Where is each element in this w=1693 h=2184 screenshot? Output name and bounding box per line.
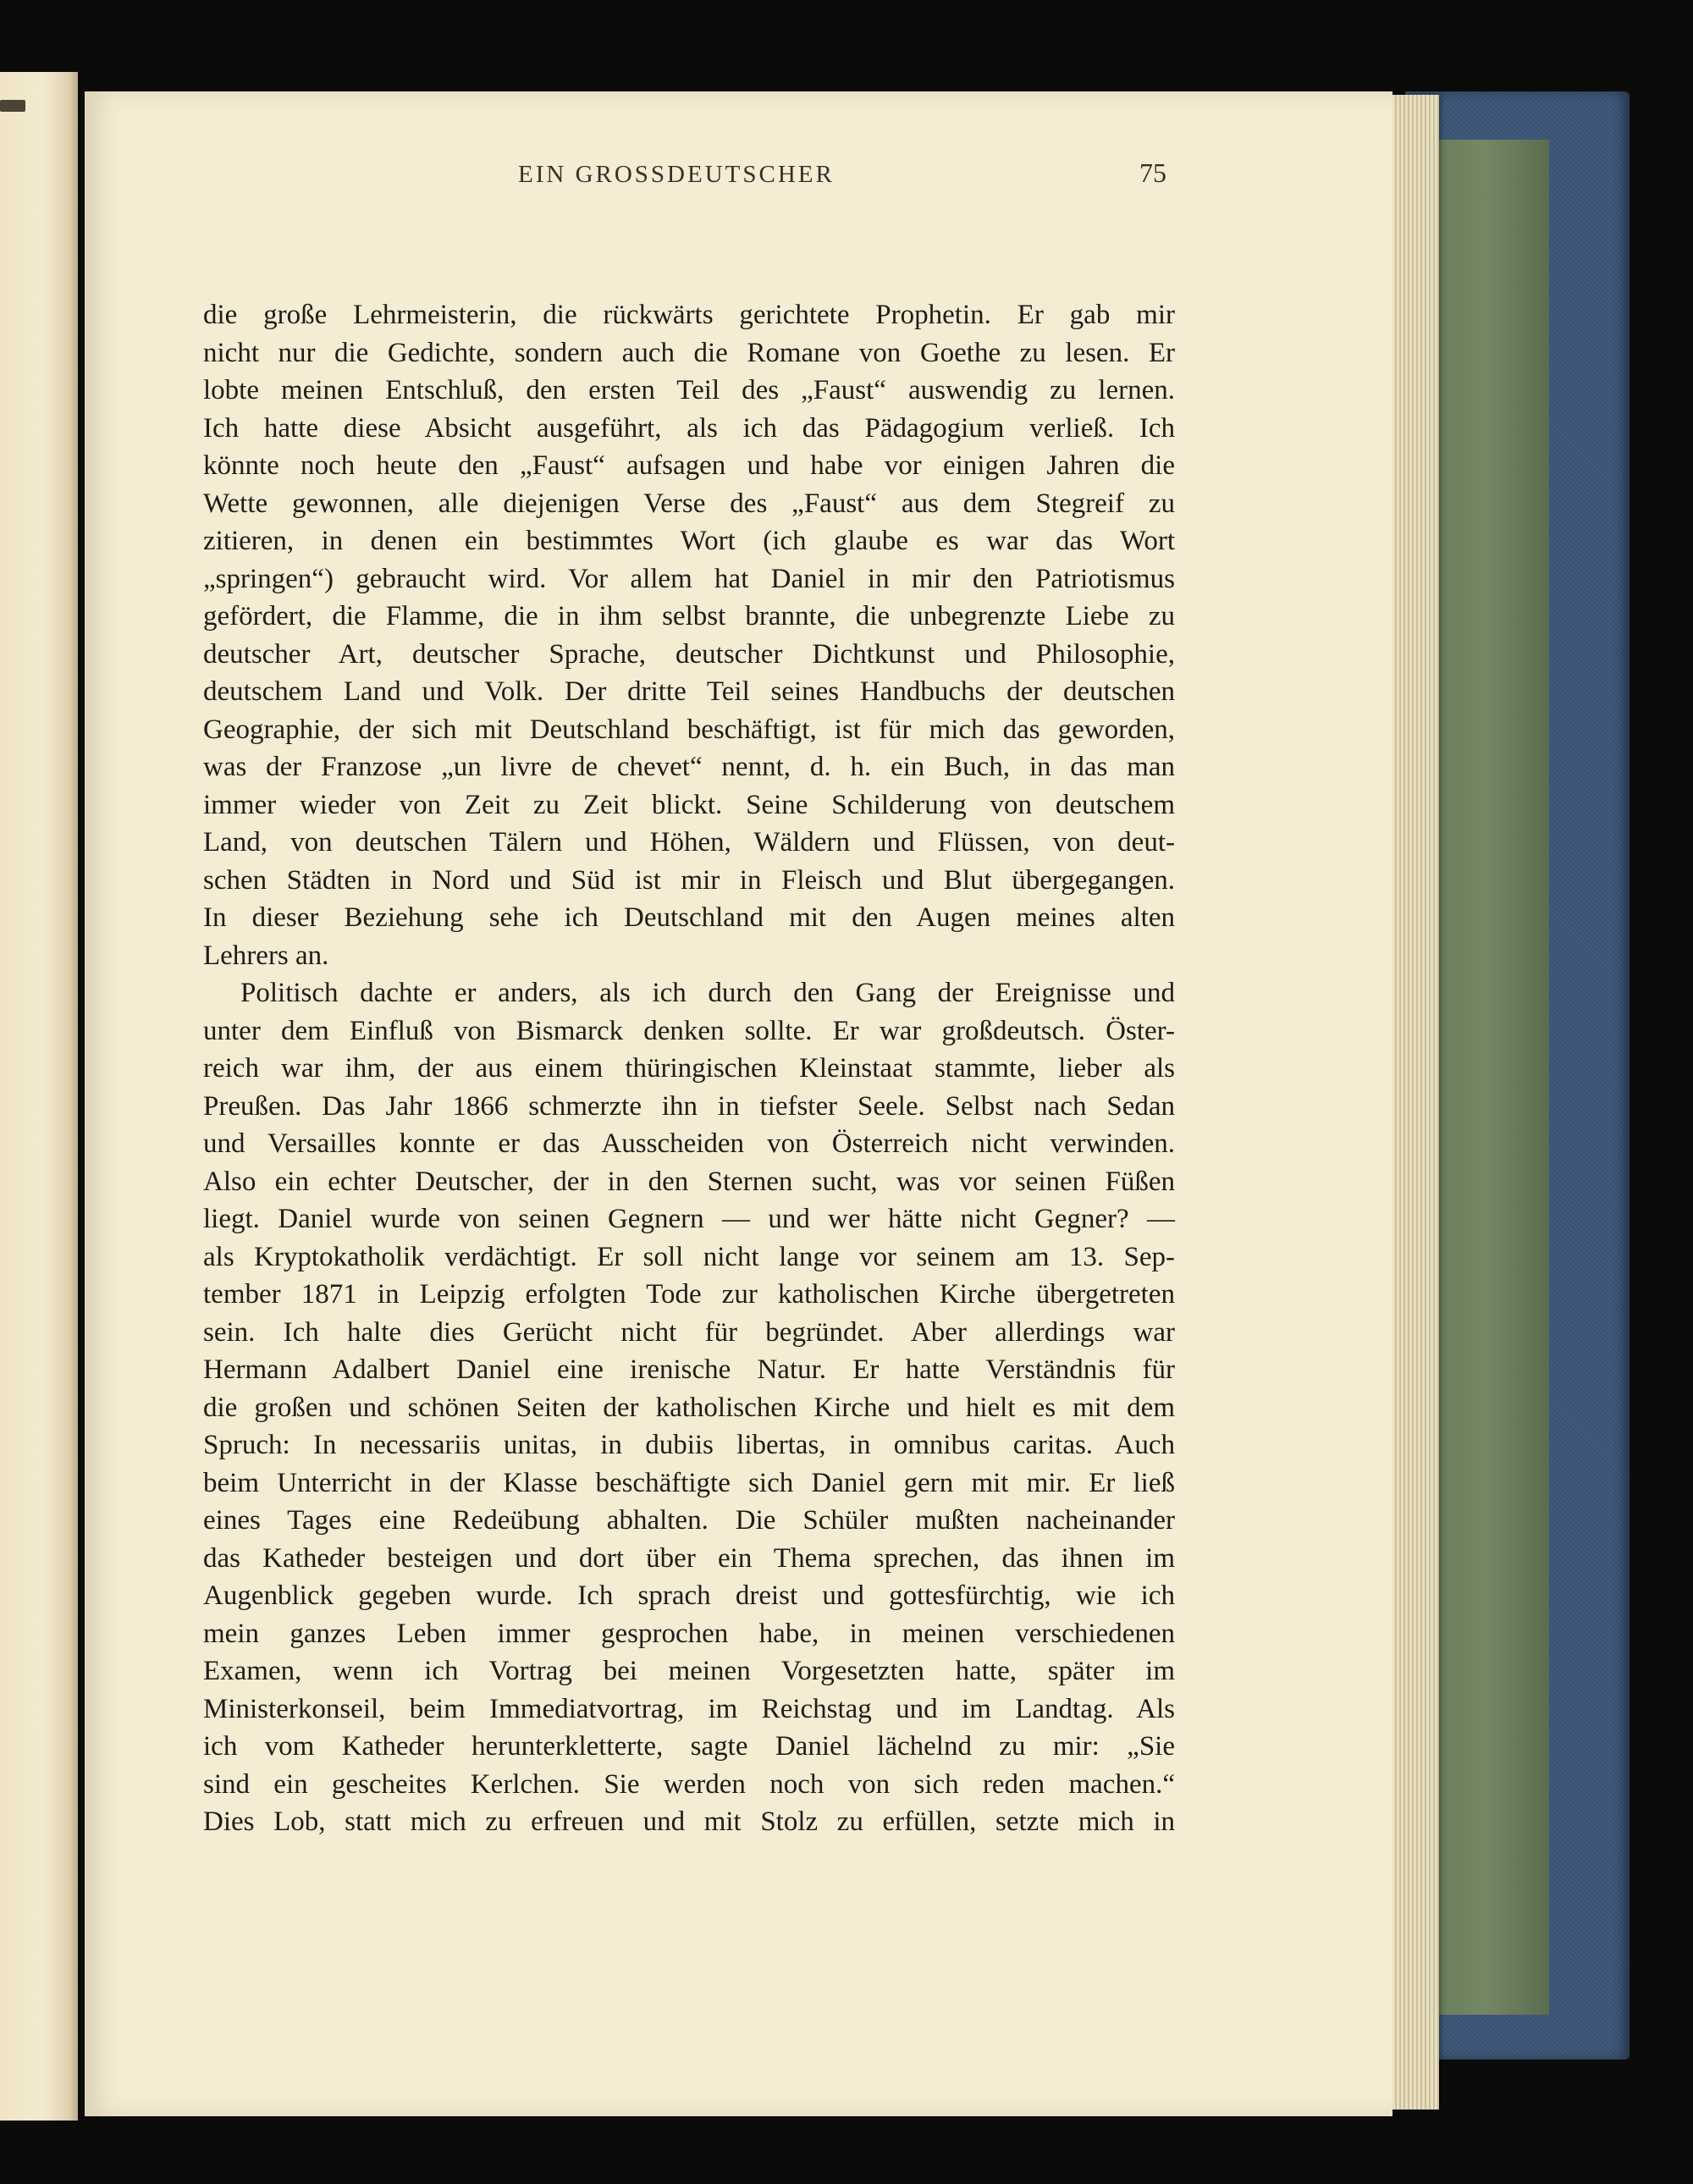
text-line: „springen“) gebraucht wird. Vor allem hat Daniel in mir den Patriotismus	[203, 563, 1175, 594]
text-line: immer wieder von Zeit zu Zeit blickt. Seine Schilderung von deutschem	[203, 789, 1175, 820]
text-line: gefördert, die Flamme, die in ihm selbst brannte, die unbegrenzte Liebe zu	[203, 601, 1175, 631]
text-line: und Versailles konnte er das Ausscheiden von Österreich nicht verwinden.	[203, 1128, 1175, 1159]
text-line: beim Unterricht in der Klasse beschäftigte sich Daniel gern mit mir. Er ließ	[203, 1467, 1175, 1498]
text-line: deutscher Art, deutscher Sprache, deutscher Dichtkunst und Philosophie,	[203, 638, 1175, 670]
text-line: Spruch: In necessariis unitas, in dubiis libertas, in omnibus caritas. Auch	[203, 1430, 1175, 1460]
text-line: schen Städten in Nord und Süd ist mir in Fleisch und Blut übergegangen.	[203, 864, 1175, 896]
cover-spine	[1439, 140, 1549, 2015]
text-line: Augenblick gegeben wurde. Ich sprach dreist und gottesfürchtig, wie ich	[203, 1580, 1175, 1611]
text-line: nicht nur die Gedichte, sondern auch die Romane von Goethe zu lesen. Er	[203, 337, 1175, 368]
text-line: Ministerkonseil, beim Immediatvortrag, im Reichstag und im Landtag. Als	[203, 1693, 1175, 1724]
text-line: reich war ihm, der aus einem thüringischen Kleinstaat stammte, lieber als	[203, 1053, 1175, 1084]
body-text	[203, 296, 1175, 1841]
text-line: zitieren, in denen ein bestimmtes Wort (ich glaube es war das Wort	[203, 526, 1175, 556]
text-line: Wette gewonnen, alle diejenigen Verse des „Faust“ aus dem Stegreif zu	[203, 488, 1175, 519]
text-line: was der Franzose „un livre de chevet“ nennt, d. h. ein Buch, in das man	[203, 752, 1175, 782]
text-line: könnte noch heute den „Faust“ aufsagen und habe vor einigen Jahren die	[203, 450, 1175, 481]
text-line: deutschem Land und Volk. Der dritte Teil seines Handbuchs der deutschen	[203, 676, 1175, 707]
text-line: ich vom Katheder herunterkletterte, sagte Daniel lächelnd zu mir: „Sie	[203, 1731, 1175, 1762]
text-line: unter dem Einfluß von Bismarck denken sollte. Er war großdeutsch. Öster-	[203, 1015, 1175, 1046]
text-line: mein ganzes Leben immer gesprochen habe, in meinen verschiedenen	[203, 1618, 1175, 1649]
text-line: Lehrers an.	[203, 940, 329, 971]
text-line: Dies Lob, statt mich zu erfreuen und mit Stolz zu erfüllen, setzte mich in	[203, 1806, 1175, 1837]
text-line: tember 1871 in Leipzig erfolgten Tode zur katholischen Kirche übergetreten	[203, 1279, 1175, 1310]
text-line: eines Tages eine Redeübung abhalten. Die Schüler mußten nacheinander	[203, 1505, 1175, 1536]
text-line: als Kryptokatholik verdächtigt. Er soll nicht lange vor seinem am 13. Sep-	[203, 1241, 1175, 1272]
text-line: Ich hatte diese Absicht ausgeführt, als ich das Pädagogium verließ. Ich	[203, 412, 1175, 444]
text-line: die große Lehrmeisterin, die rückwärts gerichtete Prophetin. Er gab mir	[203, 300, 1175, 330]
text-line: Hermann Adalbert Daniel eine irenische Natur. Er hatte Verständnis für	[203, 1354, 1175, 1385]
running-head	[203, 157, 1175, 203]
text-line: Also ein echter Deutscher, der in den Sternen sucht, was vor seinen Füßen	[203, 1166, 1175, 1197]
text-line: lobte meinen Entschluß, den ersten Teil des „Faust“ auswendig zu lernen.	[203, 375, 1175, 405]
text-line: liegt. Daniel wurde von seinen Gegnern — und wer hätte nicht Gegner? —	[203, 1204, 1175, 1234]
text-line: das Katheder besteigen und dort über ein Thema sprechen, das ihnen im	[203, 1542, 1175, 1574]
text-line: die großen und schönen Seiten der katholischen Kirche und hielt es mit dem	[203, 1392, 1175, 1423]
previous-page-edge	[0, 72, 78, 2121]
text-line: Politisch dachte er anders, als ich durch den Gang der Ereignisse und	[240, 978, 1175, 1008]
text-line: In dieser Beziehung sehe ich Deutschland mit den Augen meines alten	[203, 902, 1175, 933]
page-number: 75	[1139, 157, 1166, 188]
text-line: sein. Ich halte dies Gerücht nicht für begründet. Aber allerdings war	[203, 1316, 1175, 1348]
running-title: EIN GROSSDEUTSCHER	[518, 161, 835, 188]
text-line: Land, von deutschen Tälern und Höhen, Wäldern und Flüssen, von deut-	[203, 827, 1175, 858]
text-line: Examen, wenn ich Vortrag bei meinen Vorgesetzten hatte, später im	[203, 1656, 1175, 1686]
text-line: sind ein gescheites Kerlchen. Sie werden noch von sich reden machen.“	[203, 1768, 1175, 1800]
text-line: Preußen. Das Jahr 1866 schmerzte ihn in tiefster Seele. Selbst nach Sedan	[203, 1090, 1175, 1122]
page-mark	[0, 100, 25, 112]
text-line: Geographie, der sich mit Deutschland beschäftigt, ist für mich das geworden,	[203, 714, 1175, 745]
